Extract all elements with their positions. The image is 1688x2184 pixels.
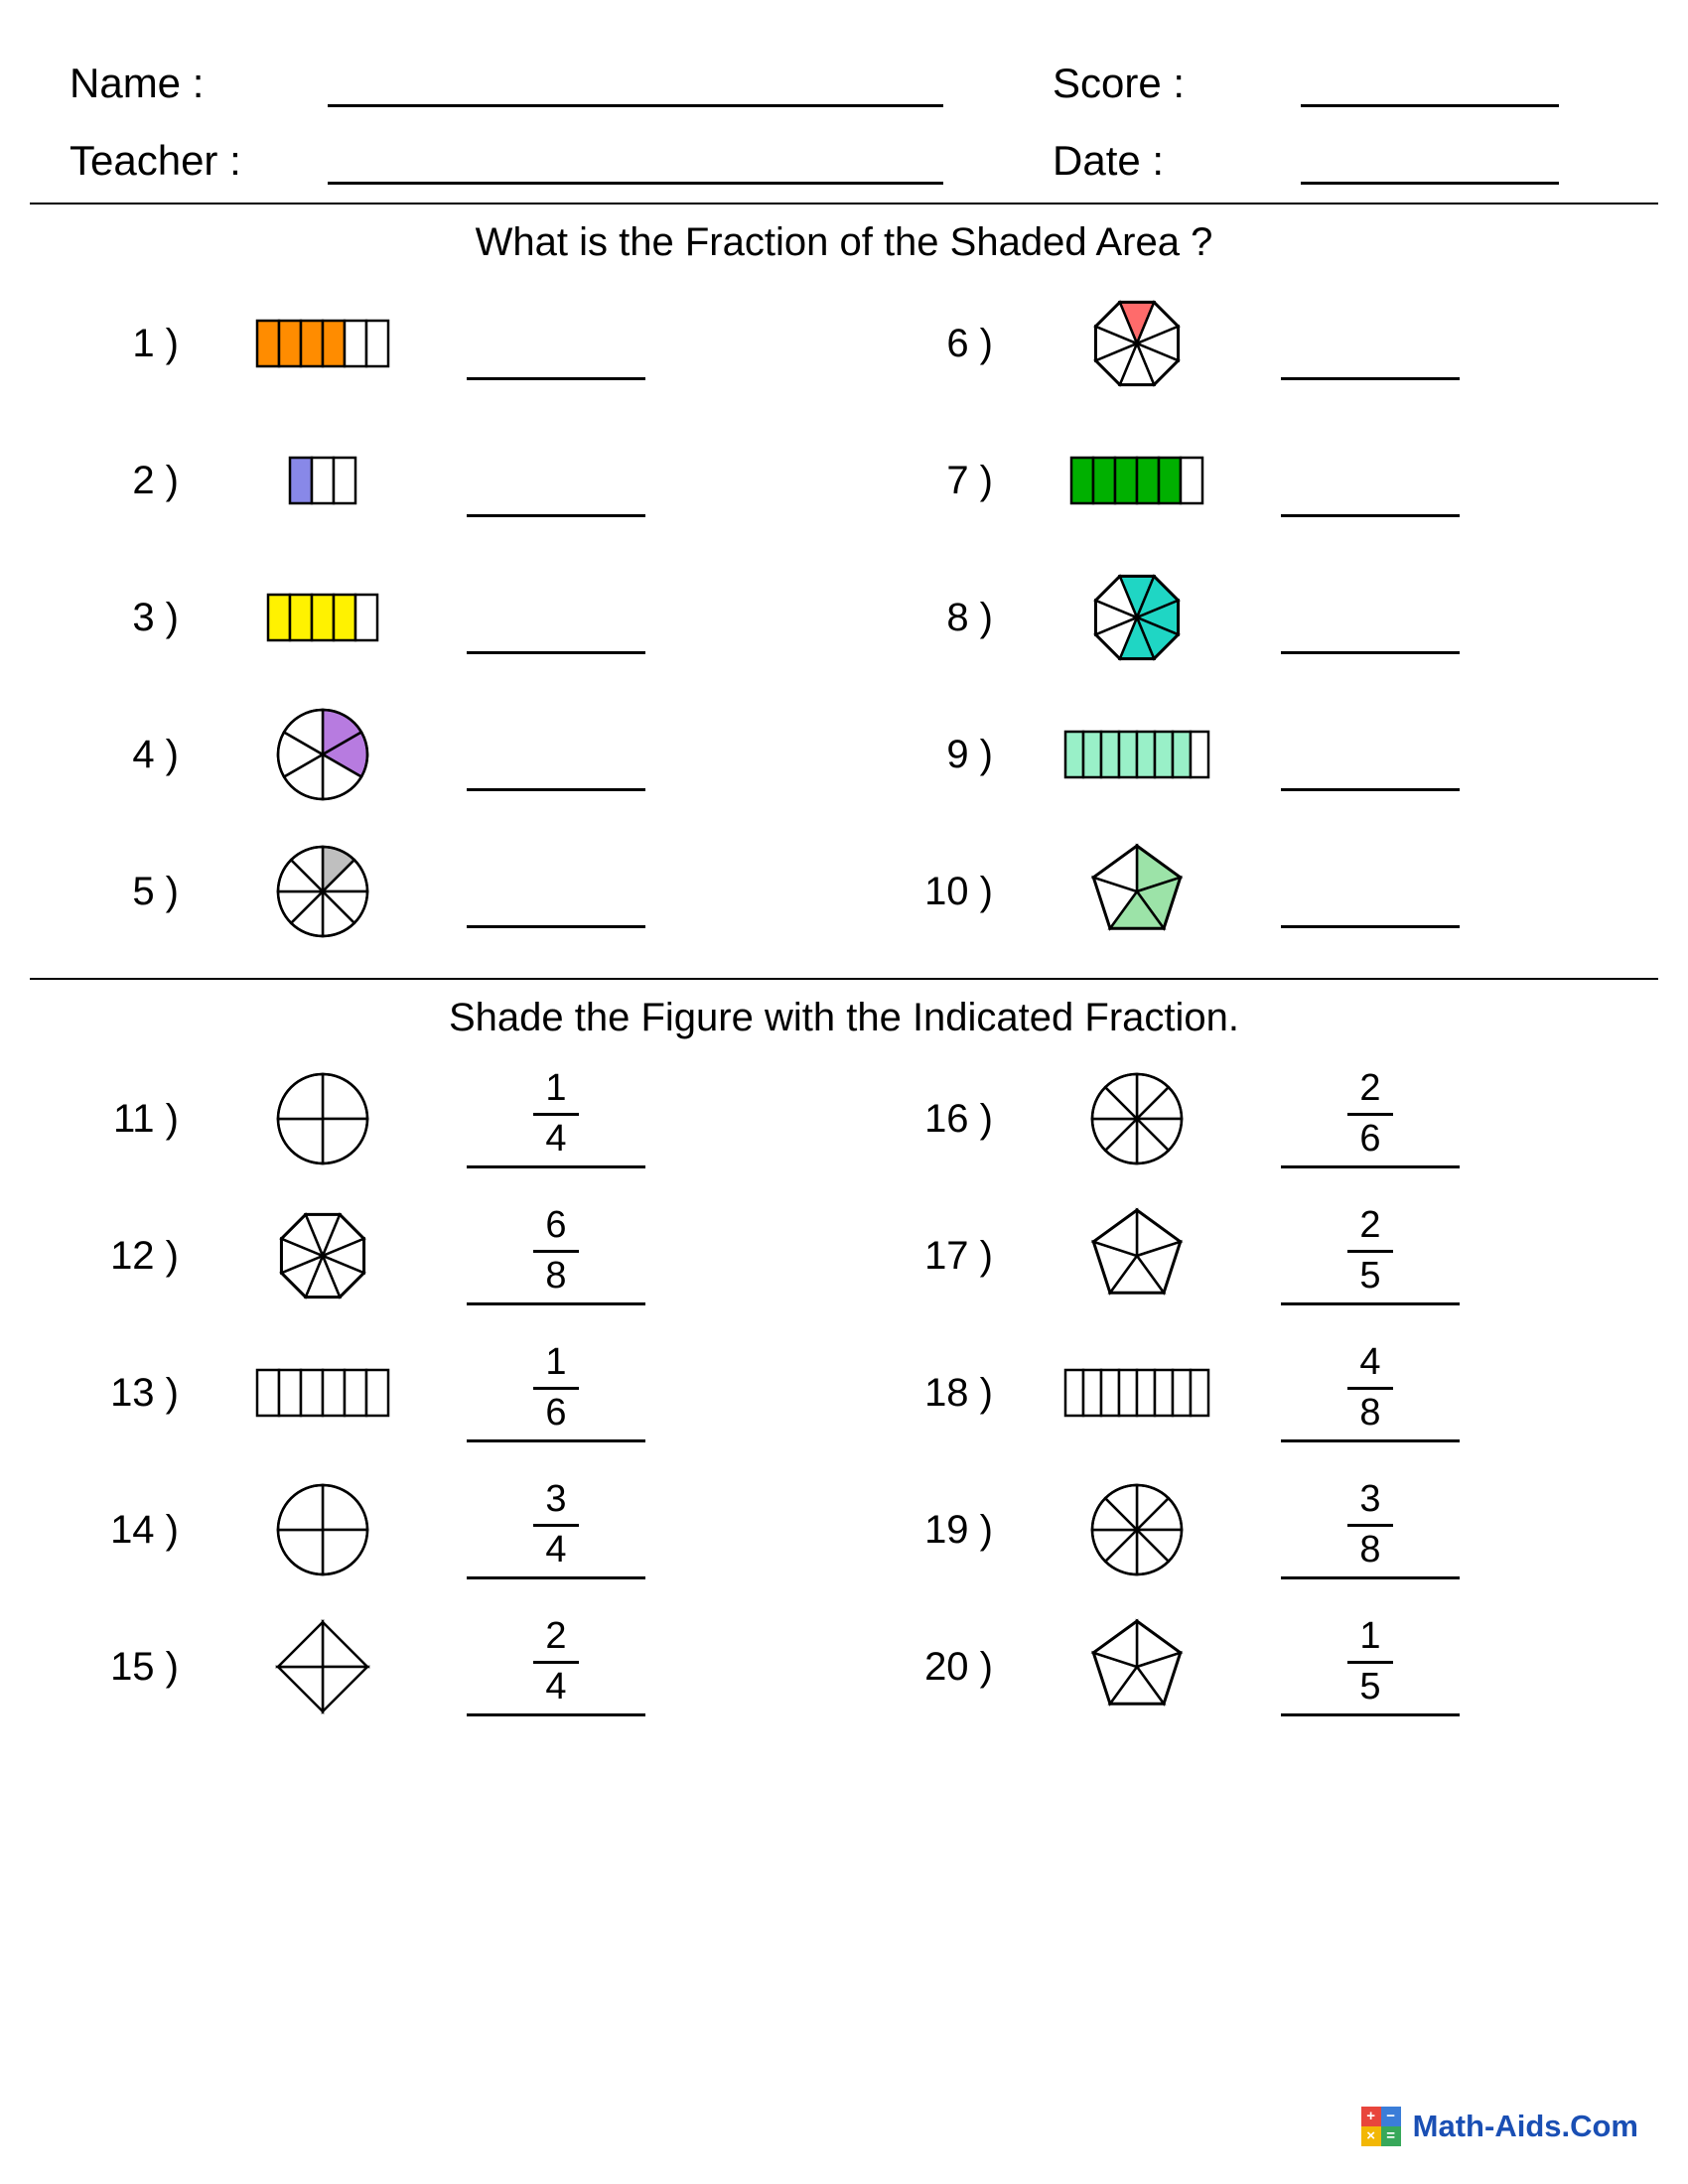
answer-blank[interactable]	[1281, 856, 1460, 928]
problem-row	[30, 412, 844, 549]
teacher-input[interactable]	[328, 130, 943, 185]
section-2-title: Shade the Figure with the Indicated Fraction.	[448, 996, 1239, 1039]
math-aids-logo-icon	[1361, 2107, 1401, 2146]
fraction-numerator: 2	[1359, 1067, 1381, 1110]
answer-blank[interactable]	[1281, 308, 1460, 380]
fraction-denominator: 4	[545, 1529, 567, 1570]
logo-cell-times: ×	[1361, 2126, 1381, 2146]
indicated-fraction	[1281, 1343, 1460, 1442]
answer-blank[interactable]	[467, 856, 645, 928]
problem-row	[844, 686, 1658, 823]
fraction-numerator: 2	[1359, 1204, 1381, 1247]
problem-row	[844, 412, 1658, 549]
fraction-numerator: 4	[1359, 1341, 1381, 1384]
fraction-numerator: 6	[545, 1204, 567, 1247]
logo-text: Math-Aids.Com	[1412, 2109, 1638, 2143]
problem-number: 17 )	[924, 1233, 993, 1278]
problem-number: 10 )	[924, 869, 993, 913]
problem-number: 11 )	[113, 1096, 179, 1141]
fraction-numerator: 2	[545, 1615, 567, 1658]
fraction-numerator: 1	[545, 1067, 567, 1110]
fraction-figure-circle[interactable]	[1023, 1070, 1251, 1167]
fraction-figure-bar[interactable]	[209, 319, 437, 368]
problem-row	[30, 686, 844, 823]
indicated-fraction	[467, 1617, 645, 1716]
problem-number: 16 )	[924, 1096, 993, 1141]
problem-number: 6 )	[946, 321, 993, 365]
problem-row	[30, 1461, 844, 1598]
fraction-denominator: 5	[1359, 1666, 1381, 1707]
fraction-bar	[1347, 1661, 1393, 1664]
problem-row	[844, 1324, 1658, 1461]
problem-row	[30, 1050, 844, 1187]
problem-number: 9 )	[946, 732, 993, 776]
problem-row	[30, 275, 844, 412]
problem-number: 2 )	[132, 458, 179, 502]
fraction-figure-circle[interactable]	[209, 1070, 437, 1167]
problem-number: 5 )	[132, 869, 179, 913]
fraction-bar	[533, 1387, 579, 1390]
problem-row	[844, 1461, 1658, 1598]
date-input[interactable]	[1301, 130, 1559, 185]
problem-row	[844, 823, 1658, 960]
indicated-fraction	[467, 1343, 645, 1442]
problem-number: 7 )	[946, 458, 993, 502]
problem-row	[844, 1598, 1658, 1735]
problem-number: 1 )	[132, 321, 179, 365]
date-label: Date :	[1053, 137, 1165, 184]
fraction-numerator: 3	[1359, 1478, 1381, 1521]
logo-cell-equals: =	[1381, 2126, 1401, 2146]
problem-row	[30, 1598, 844, 1735]
fraction-figure-pentagon[interactable]	[1023, 841, 1251, 942]
fraction-bar	[1347, 1250, 1393, 1253]
problem-number: 18 )	[924, 1370, 993, 1415]
fraction-bar	[533, 1113, 579, 1116]
fraction-denominator: 4	[545, 1666, 567, 1707]
fraction-bar	[1347, 1524, 1393, 1527]
problem-row	[30, 549, 844, 686]
answer-blank[interactable]	[467, 719, 645, 791]
fraction-figure-circle[interactable]	[1023, 1481, 1251, 1578]
indicated-fraction	[1281, 1480, 1460, 1579]
fraction-denominator: 4	[545, 1118, 567, 1160]
problem-row	[30, 1187, 844, 1324]
shaded-area-problem-grid	[30, 275, 1658, 960]
fraction-denominator: 8	[1359, 1392, 1381, 1433]
header-row-name	[30, 30, 1658, 107]
fraction-denominator: 8	[1359, 1529, 1381, 1570]
problem-number: 12 )	[110, 1233, 179, 1278]
answer-blank[interactable]	[467, 445, 645, 517]
fraction-figure-pentagon[interactable]	[1023, 1616, 1251, 1717]
worksheet-header	[30, 0, 1658, 185]
name-input[interactable]	[328, 53, 943, 107]
indicated-fraction	[467, 1206, 645, 1305]
fraction-figure-circle[interactable]	[209, 843, 437, 940]
fraction-figure-bar[interactable]	[209, 593, 437, 642]
problem-number: 4 )	[132, 732, 179, 776]
problem-number: 3 )	[132, 595, 179, 639]
fraction-figure-bar[interactable]	[1023, 730, 1251, 779]
logo-cell-minus: −	[1381, 2107, 1401, 2126]
fraction-bar	[1347, 1387, 1393, 1390]
problem-number: 14 )	[110, 1507, 179, 1552]
header-row-teacher	[30, 107, 1658, 185]
answer-blank[interactable]	[1281, 445, 1460, 517]
fraction-figure-bar[interactable]	[1023, 456, 1251, 505]
problem-row	[844, 549, 1658, 686]
footer-logo[interactable]	[1361, 2107, 1638, 2146]
fraction-denominator: 6	[1359, 1118, 1381, 1160]
fraction-figure-circle[interactable]	[209, 1481, 437, 1578]
fraction-figure-diamond[interactable]	[209, 1617, 437, 1716]
fraction-figure-pentagon[interactable]	[1023, 1205, 1251, 1306]
fraction-bar	[1347, 1113, 1393, 1116]
logo-cell-plus: +	[1361, 2107, 1381, 2126]
indicated-fraction	[1281, 1617, 1460, 1716]
indicated-fraction	[467, 1069, 645, 1168]
fraction-numerator: 1	[1359, 1615, 1381, 1658]
teacher-label: Teacher :	[70, 137, 241, 184]
name-label: Name :	[70, 60, 205, 106]
problem-number: 8 )	[946, 595, 993, 639]
indicated-fraction	[1281, 1069, 1460, 1168]
fraction-denominator: 8	[545, 1255, 567, 1297]
divider-top	[30, 203, 1658, 205]
problem-row	[844, 1050, 1658, 1187]
problem-row	[30, 1324, 844, 1461]
fraction-figure-bar[interactable]	[209, 456, 437, 505]
problem-number: 15 )	[110, 1644, 179, 1689]
answer-blank[interactable]	[1281, 582, 1460, 654]
fraction-bar	[533, 1250, 579, 1253]
indicated-fraction	[467, 1480, 645, 1579]
problem-number: 19 )	[924, 1507, 993, 1552]
problem-row	[844, 275, 1658, 412]
answer-blank[interactable]	[1281, 719, 1460, 791]
score-input[interactable]	[1301, 53, 1559, 107]
fraction-numerator: 3	[545, 1478, 567, 1521]
problem-row	[844, 1187, 1658, 1324]
indicated-fraction	[1281, 1206, 1460, 1305]
section-1-title: What is the Fraction of the Shaded Area ?	[475, 220, 1213, 264]
fraction-figure-bar[interactable]	[209, 1368, 437, 1418]
fraction-figure-octagon[interactable]	[1023, 568, 1251, 667]
score-label: Score :	[1053, 60, 1186, 106]
problem-number: 20 )	[924, 1644, 993, 1689]
fraction-bar	[533, 1524, 579, 1527]
fraction-denominator: 6	[545, 1392, 567, 1433]
fraction-figure-bar[interactable]	[1023, 1368, 1251, 1418]
fraction-figure-circle[interactable]	[209, 706, 437, 803]
fraction-figure-octagon[interactable]	[1023, 294, 1251, 393]
problem-row	[30, 823, 844, 960]
fraction-denominator: 5	[1359, 1255, 1381, 1297]
answer-blank[interactable]	[467, 582, 645, 654]
fraction-figure-octagon[interactable]	[209, 1206, 437, 1305]
answer-blank[interactable]	[467, 308, 645, 380]
divider-middle	[30, 978, 1658, 980]
shade-figure-problem-grid	[30, 1050, 1658, 1735]
fraction-bar	[533, 1661, 579, 1664]
fraction-numerator: 1	[545, 1341, 567, 1384]
problem-number: 13 )	[110, 1370, 179, 1415]
